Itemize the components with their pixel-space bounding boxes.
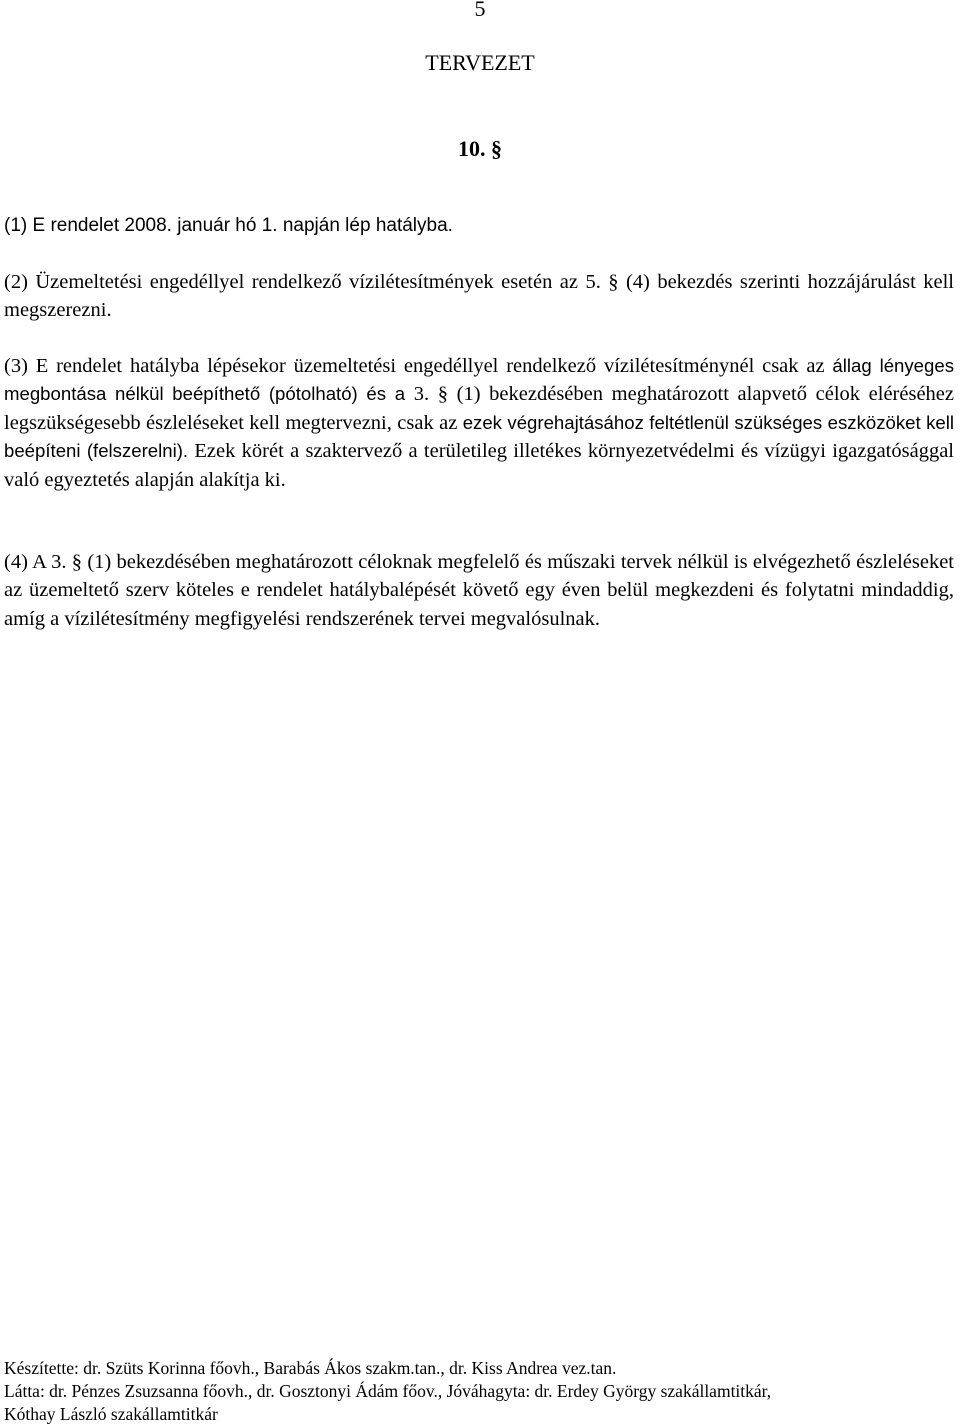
paragraph-3-text-b: állag lényeges megbontása nélkül beépíthető (pótolható) és a	[4, 355, 954, 405]
paragraph-2: (2) Üzemeltetési engedéllyel rendelkező vízilétesítmények esetén az 5. § (4) bekezdés szerinti hozzájárulást kell megszerezni.	[4, 271, 954, 322]
footer	[4, 1357, 954, 1426]
paragraph-1: (1) E rendelet 2008. január hó 1. napján lép hatályba.	[4, 215, 453, 236]
footer-prepared-by: Készítette: dr. Szüts Korinna főovh., Barabás Ákos szakm.tan., dr. Kiss Andrea vez.tan.	[4, 1358, 617, 1378]
paragraph-3-text-a: (3) E rendelet hatályba lépésekor üzemeltetési engedéllyel rendelkező vízilétesítménynél csak az	[4, 355, 833, 377]
draft-label: TERVEZET	[425, 50, 535, 75]
footer-approved-by-cont: Kóthay László szakállamtitkár	[4, 1404, 218, 1424]
paragraph-3	[4, 352, 954, 494]
paragraph-3-text-c: 3. § (1) bekezdésében meghatározott alapvető célok eléréséhez legszükségesebb észleléseket kell megtervezni, csak az	[4, 383, 954, 434]
paragraph-3-text-d: ezek végrehajtásához feltétlenül szükséges eszközöket kell beépíteni (felszerelni).	[4, 411, 954, 462]
section-heading: 10. §	[458, 136, 502, 161]
paragraph-3-text-e: Ezek körét a szaktervező a területileg illetékes környezetvédelmi és vízügyi igazgatósággal való egyeztetés alapján alakítja ki.	[4, 440, 955, 491]
footer-approved-by: Látta: dr. Pénzes Zsuzsanna főovh., dr. Gosztonyi Ádám főov., Jóváhagyta: dr. Erdey György szakállamtitkár,	[4, 1381, 772, 1401]
paragraph-4: (4) A 3. § (1) bekezdésében meghatározott céloknak megfelelő és műszaki tervek nélkül is elvégezhető észleléseket az üzemeltető szerv köteles e rendelet hatálybalépését követő egy éven belül megkezdeni és folytatni mindaddig, amíg a vízilétesítmény megfigyelési rendszerének tervei megvalósulnak.	[4, 551, 954, 630]
page-number: 5	[474, 0, 486, 21]
